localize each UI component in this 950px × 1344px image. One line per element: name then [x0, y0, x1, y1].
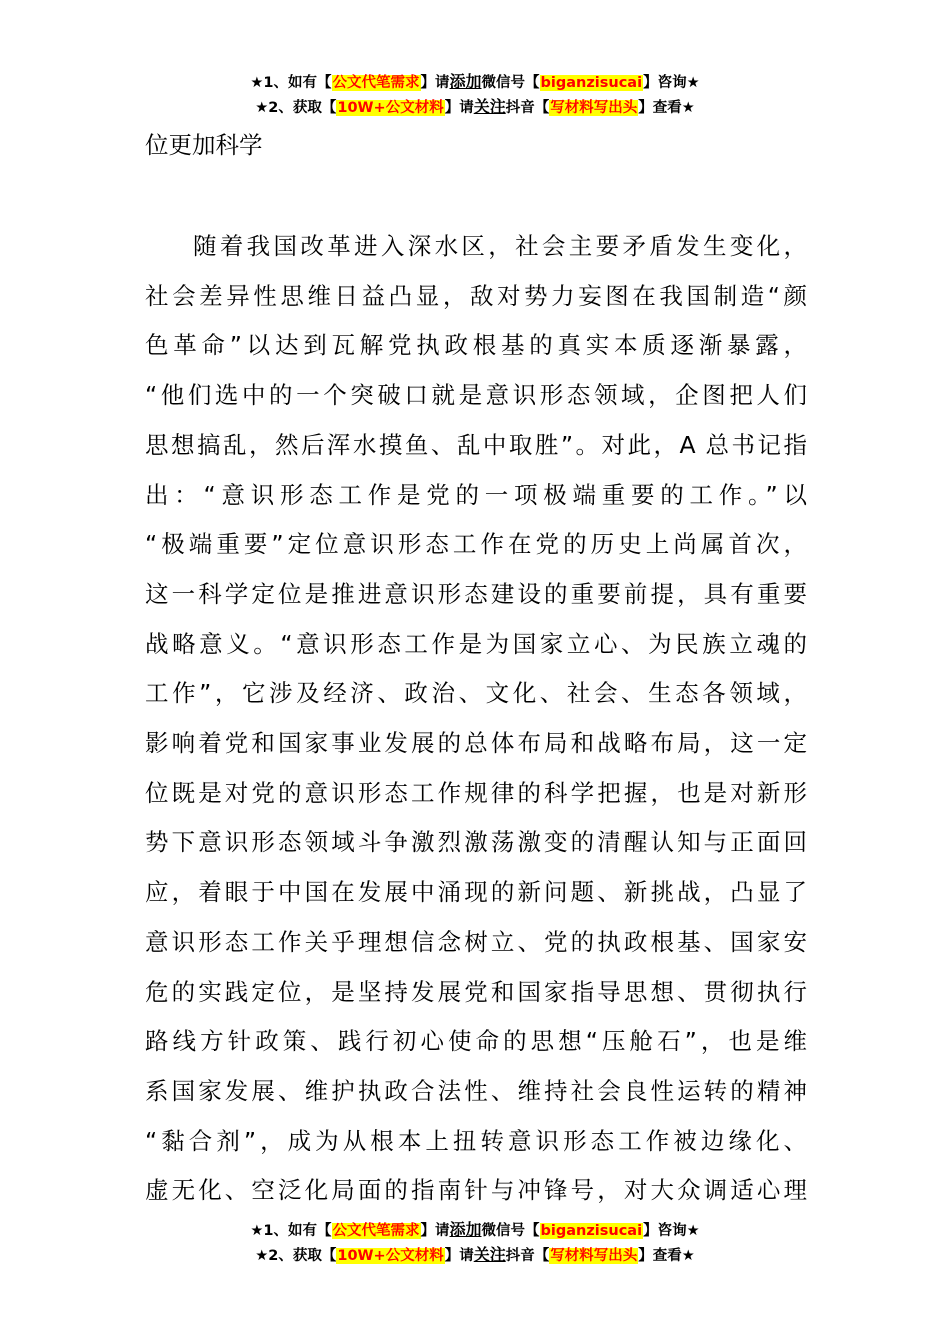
- banner-line-2: [0, 95, 950, 120]
- banner-line-2-highlight-materials: 10W+公文材料: [337, 100, 444, 116]
- paragraph-line: 社会差异性思维日益凸显，敌对势力妄图在我国制造“颜: [145, 281, 807, 310]
- heading-continuation: 位更加科学: [145, 131, 263, 159]
- footer-line-1-mid2: 微信号【: [481, 1223, 540, 1239]
- paragraph-line: 危的实践定位，是坚持发展党和国家指导思想、贯彻执行: [145, 977, 807, 1006]
- paragraph-line: 战略意义。“意识形态工作是为国家立心、为民族立魂的: [145, 629, 807, 658]
- banner-line-1-suffix: 】咨询★: [643, 75, 700, 91]
- banner-line-2-mid2: 抖音【: [505, 100, 550, 116]
- footer-line-1-prefix: ★1、如有【: [250, 1223, 332, 1239]
- paragraph-line: 工作”，它涉及经济、政治、文化、社会、生态各领域，: [145, 679, 807, 708]
- paragraph-line: 出：“意识形态工作是党的一项极端重要的工作。”以: [145, 480, 807, 509]
- banner-line-1-prefix: ★1、如有【: [250, 75, 332, 91]
- footer-banner-line-1: [0, 1218, 950, 1243]
- header-banner: [0, 70, 950, 120]
- paragraph-line: 影响着党和国家事业发展的总体布局和战略布局，这一定: [145, 729, 807, 758]
- banner-line-2-prefix: ★2、获取【: [255, 100, 337, 116]
- banner-line-2-suffix: 】查看★: [638, 100, 695, 116]
- footer-line-1-highlight-wechat: biganzisucai: [540, 1223, 643, 1239]
- footer-line-2-highlight-douyin: 写材料写出头: [550, 1248, 638, 1264]
- footer-line-2-prefix: ★2、获取【: [255, 1248, 337, 1264]
- footer-line-2-mid2: 抖音【: [505, 1248, 550, 1264]
- paragraph-line: 这一科学定位是推进意识形态建设的重要前提，具有重要: [145, 579, 807, 608]
- banner-line-2-mid: 】请: [444, 100, 474, 116]
- footer-line-2-suffix: 】查看★: [638, 1248, 695, 1264]
- banner-line-1-emphasis: 添加: [449, 72, 482, 91]
- footer-line-1-suffix: 】咨询★: [643, 1223, 700, 1239]
- paragraph-line: 虚无化、空泛化局面的指南针与冲锋号，对大众调适心理: [145, 1176, 807, 1205]
- footer-line-2-emphasis: 关注: [473, 1245, 506, 1264]
- paragraph-line: 系国家发展、维护执政合法性、维持社会良性运转的精神: [145, 1076, 807, 1105]
- banner-line-1-highlight-service: 公文代笔需求: [332, 75, 420, 91]
- paragraph-line: “极端重要”定位意识形态工作在党的历史上尚属首次，: [145, 530, 807, 559]
- paragraph-line: 思想搞乱，然后浑水摸鱼、乱中取胜”。对此，A 总书记指: [145, 430, 807, 459]
- banner-line-1-mid: 】请: [420, 75, 450, 91]
- footer-line-1-emphasis: 添加: [449, 1220, 482, 1239]
- body-paragraph: [145, 222, 807, 1216]
- footer-banner: [0, 1218, 950, 1268]
- paragraph-line: 意识形态工作关乎理想信念树立、党的执政根基、国家安: [145, 927, 807, 956]
- paragraph-line: 势下意识形态领域斗争激烈激荡激变的清醒认知与正面回: [145, 828, 807, 857]
- banner-line-1: [0, 70, 950, 95]
- paragraph-line: 路线方针政策、践行初心使命的思想“压舱石”，也是维: [145, 1027, 807, 1056]
- paragraph-line: 应，着眼于中国在发展中涌现的新问题、新挑战，凸显了: [145, 878, 807, 907]
- paragraph-line: 随着我国改革进入深水区，社会主要矛盾发生变化，: [193, 232, 807, 260]
- footer-line-2-mid: 】请: [444, 1248, 474, 1264]
- banner-line-1-highlight-wechat: biganzisucai: [540, 75, 643, 91]
- footer-line-1-mid: 】请: [420, 1223, 450, 1239]
- paragraph-line: 位既是对党的意识形态工作规律的科学把握，也是对新形: [145, 778, 807, 807]
- footer-banner-line-2: [0, 1243, 950, 1268]
- footer-line-2-highlight-materials: 10W+公文材料: [337, 1248, 444, 1264]
- paragraph-line: “他们选中的一个突破口就是意识形态领域，企图把人们: [145, 381, 807, 410]
- paragraph-line: 色革命”以达到瓦解党执政根基的真实本质逐渐暴露，: [145, 331, 807, 360]
- banner-line-2-highlight-douyin: 写材料写出头: [550, 100, 638, 116]
- footer-line-1-highlight-service: 公文代笔需求: [332, 1223, 420, 1239]
- banner-line-2-emphasis: 关注: [473, 97, 506, 116]
- banner-line-1-mid2: 微信号【: [481, 75, 540, 91]
- paragraph-line: “黏合剂”，成为从根本上扭转意识形态工作被边缘化、: [145, 1126, 807, 1155]
